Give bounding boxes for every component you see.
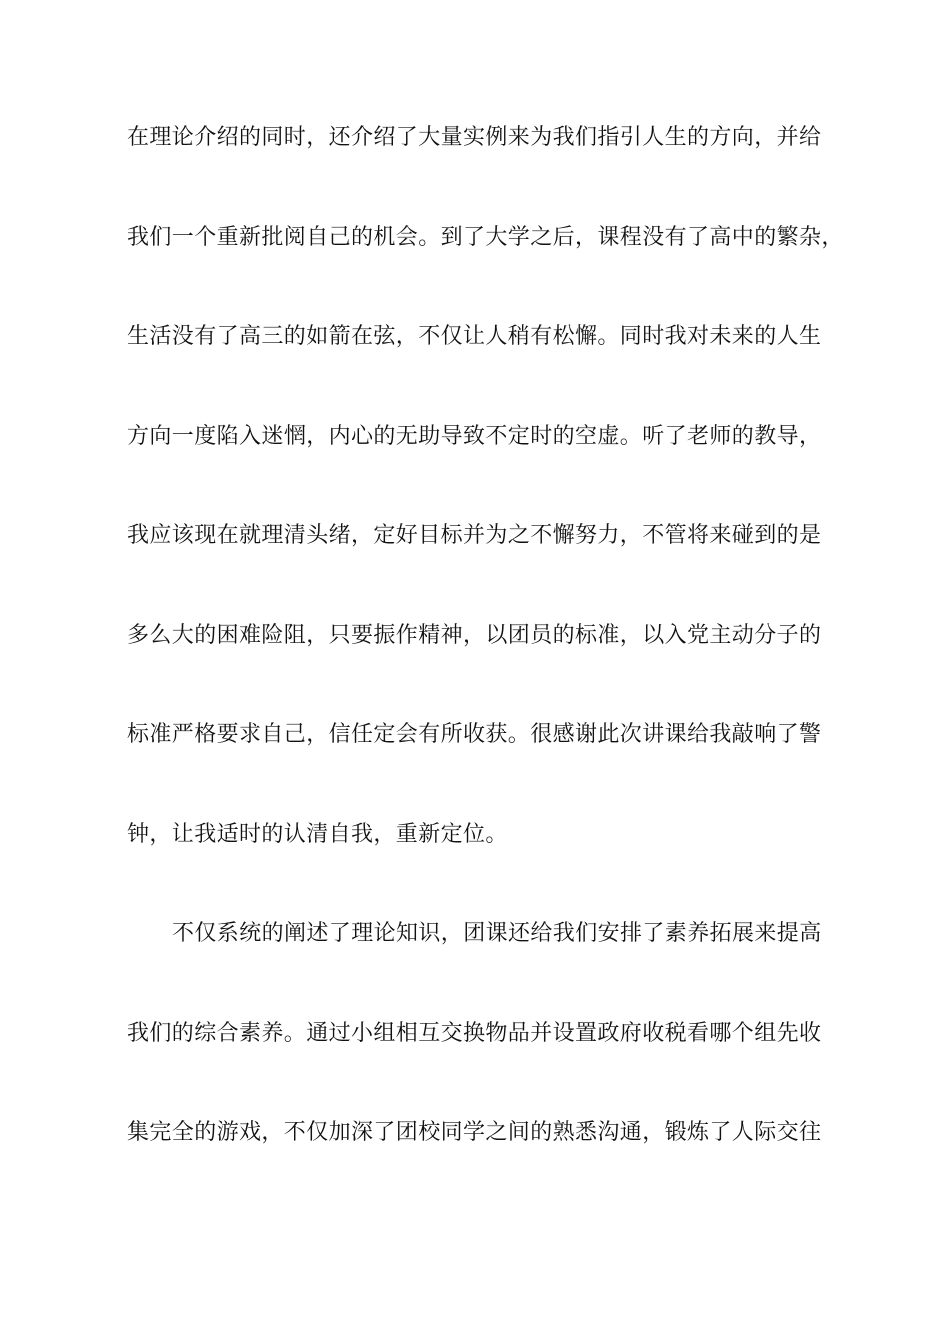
paragraph-line-3: 生活没有了高三的如箭在弦，不仅让人稍有松懈。同时我对未来的人生 — [127, 324, 822, 349]
paragraph-line-9: 不仅系统的阐述了理论知识，团课还给我们安排了素养拓展来提高 — [172, 921, 822, 946]
paragraph-line-2: 我们一个重新批阅自己的机会。到了大学之后，课程没有了高中的繁杂， — [127, 225, 844, 250]
paragraph-line-7: 标准严格要求自己，信任定会有所收获。很感谢此次讲课给我敲响了警 — [127, 722, 822, 747]
paragraph-line-8: 钟，让我适时的认清自我，重新定位。 — [127, 822, 508, 847]
paragraph-line-6: 多么大的困难险阻，只要振作精神，以团员的标准，以入党主动分子的 — [127, 623, 822, 648]
paragraph-line-5: 我应该现在就理清头绪，定好目标并为之不懈努力，不管将来碰到的是 — [127, 523, 822, 548]
paragraph-line-11: 集完全的游戏，不仅加深了团校同学之间的熟悉沟通，锻炼了人际交往 — [127, 1120, 822, 1145]
paragraph-line-10: 我们的综合素养。通过小组相互交换物品并设置政府收税看哪个组先收 — [127, 1021, 822, 1046]
paragraph-line-4: 方向一度陷入迷惘，内心的无助导致不定时的空虚。听了老师的教导， — [127, 424, 822, 449]
paragraph-line-1: 在理论介绍的同时，还介绍了大量实例来为我们指引人生的方向，并给 — [127, 125, 822, 150]
